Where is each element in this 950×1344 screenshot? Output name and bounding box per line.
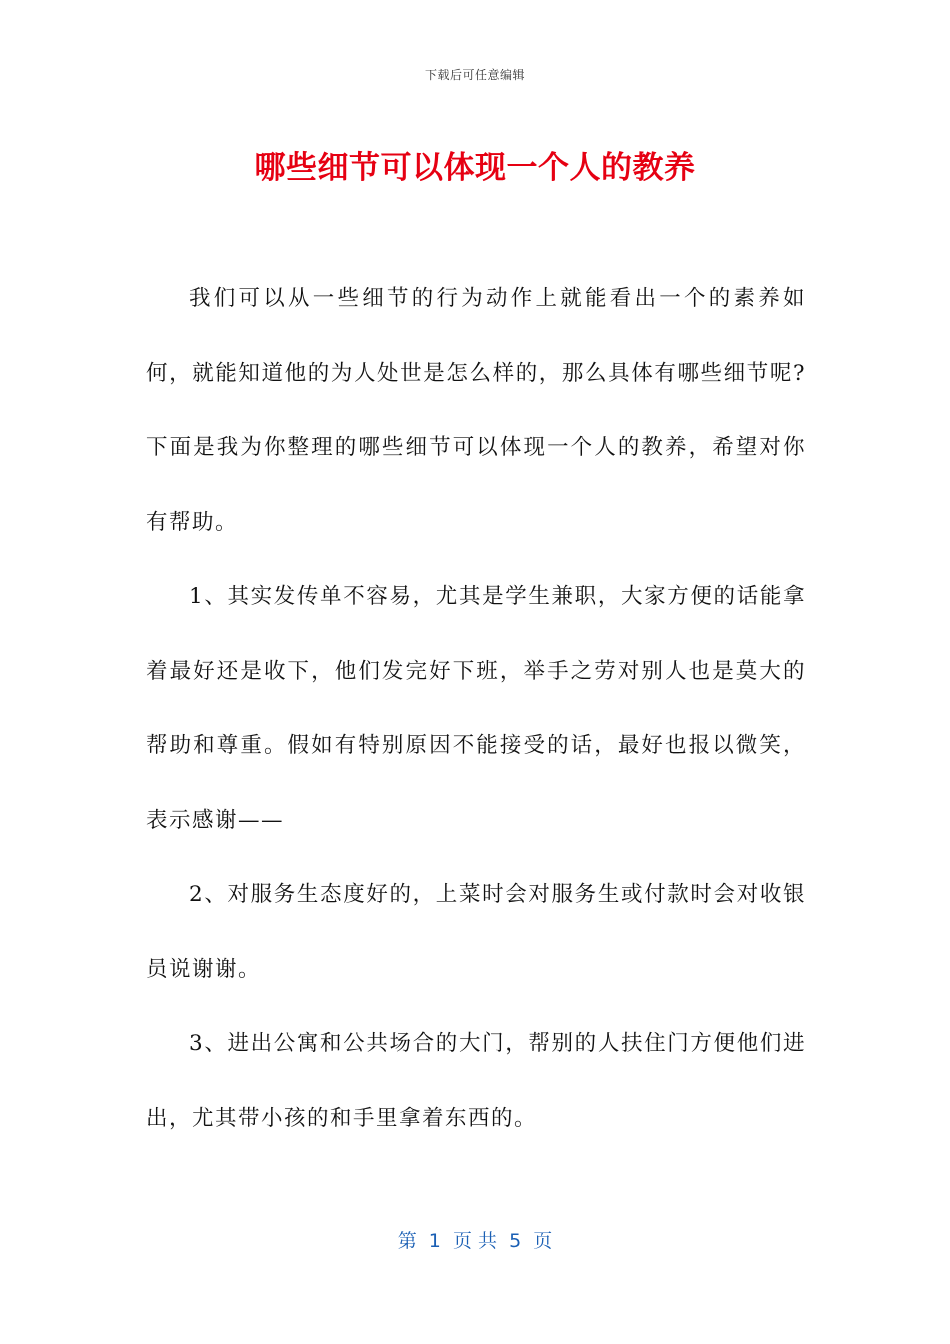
document-title: 哪些细节可以体现一个人的教养 [254, 150, 696, 186]
paragraph-item-3: 3、进出公寓和公共场合的大门，帮别的人扶住门方便他们进出，尤其带小孩的和手里拿着东西的。 [146, 1031, 806, 1131]
paragraph-item-1: 1、其实发传单不容易，尤其是学生兼职，大家方便的话能拿着最好还是收下，他们发完好下班，举手之劳对别人也是莫大的帮助和尊重。假如有特别原因不能接受的话，最好也报以微笑，表示感谢—— [146, 584, 806, 833]
paragraph-intro: 我们可以从一些细节的行为动作上就能看出一个的素养如何，就能知道他的为人处世是怎么样的，那么具体有哪些细节呢?下面是我为你整理的哪些细节可以体现一个人的教养，希望对你有帮助。 [146, 286, 806, 535]
header-note: 下载后可任意编辑 [424, 68, 525, 82]
document-body [146, 262, 806, 1156]
page-number-footer: 第 1 页 共 5 页 [397, 1230, 553, 1252]
paragraph-item-2: 2、对服务生态度好的，上菜时会对服务生或付款时会对收银员说谢谢。 [146, 882, 806, 982]
